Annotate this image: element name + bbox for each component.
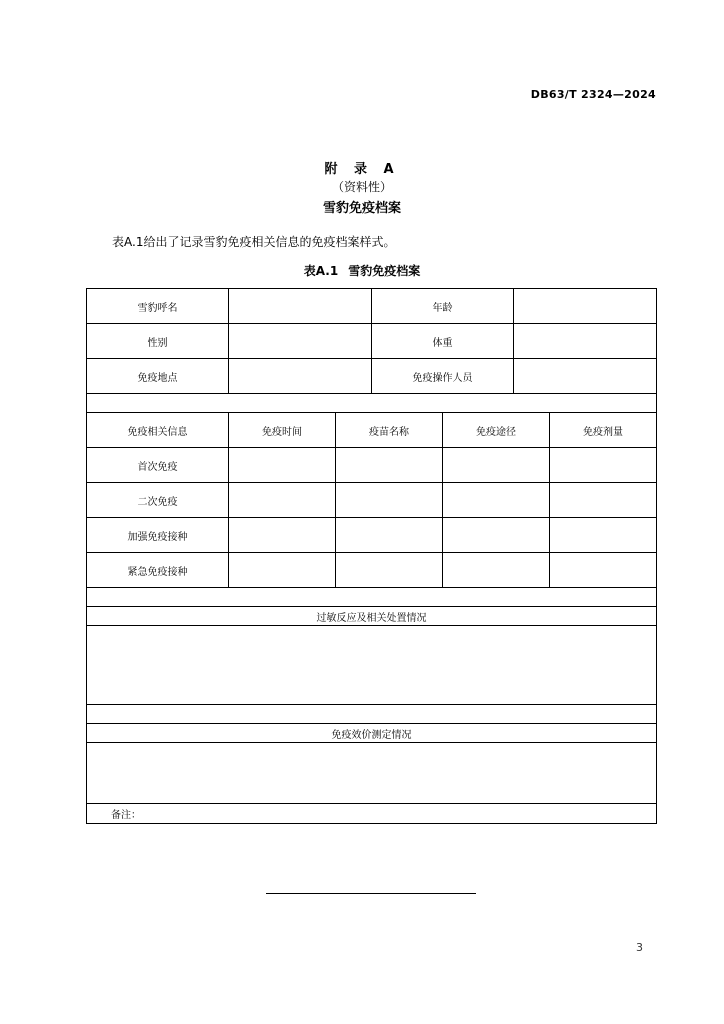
table-row [87,553,657,588]
label-age: 年龄 [372,289,514,324]
intro-paragraph: 表A.1给出了记录雪豹免疫相关信息的免疫档案样式。 [112,235,396,249]
standard-code: DB63/T 2324—2024 [530,88,656,101]
value-operator [514,359,657,394]
spacer-row [87,394,657,413]
table-caption [0,262,724,279]
cell-time [229,553,336,588]
spacer-row [87,588,657,607]
spacer-cell [87,705,657,724]
appendix-name: 雪豹免疫档案 [322,201,401,216]
efficacy-section-title: 免疫效价测定情况 [87,724,657,743]
spacer-cell [87,588,657,607]
allergy-section-title: 过敏反应及相关处置情况 [87,607,657,626]
efficacy-section-header-row [87,724,657,743]
cell-route [443,483,550,518]
cell-vaccine [336,518,443,553]
end-rule [266,893,476,894]
row-label-first: 首次免疫 [87,448,229,483]
header-vaccine-name: 疫苗名称 [336,413,443,448]
table-row [87,448,657,483]
label-weight: 体重 [372,324,514,359]
allergy-section-body-row [87,626,657,705]
label-common-name: 雪豹呼名 [87,289,229,324]
efficacy-section-body-row [87,743,657,804]
cell-dose [550,553,657,588]
table-row [87,518,657,553]
label-operator: 免疫操作人员 [372,359,514,394]
label-sex: 性别 [87,324,229,359]
allergy-section-body [87,626,657,705]
header-dose: 免疫剂量 [550,413,657,448]
header-route: 免疫途径 [443,413,550,448]
immunization-record-table [86,288,657,824]
header-time: 免疫时间 [229,413,336,448]
value-site [229,359,372,394]
spacer-cell [87,394,657,413]
table-row [87,289,657,324]
remark-cell: 备注： [87,804,657,824]
row-label-booster: 加强免疫接种 [87,518,229,553]
value-common-name [229,289,372,324]
label-site: 免疫地点 [87,359,229,394]
value-weight [514,324,657,359]
remark-row [87,804,657,824]
cell-route [443,553,550,588]
value-sex [229,324,372,359]
cell-time [229,483,336,518]
page-number: 3 [636,941,643,954]
table-row [87,324,657,359]
cell-dose [550,518,657,553]
table-row [87,483,657,518]
cell-vaccine [336,483,443,518]
efficacy-section-body [87,743,657,804]
cell-dose [550,448,657,483]
allergy-section-header-row [87,607,657,626]
cell-route [443,448,550,483]
cell-vaccine [336,448,443,483]
cell-route [443,518,550,553]
cell-vaccine [336,553,443,588]
cell-time [229,448,336,483]
cell-time [229,518,336,553]
table-caption-title: 雪豹免疫档案 [348,264,421,278]
row-label-emergency: 紧急免疫接种 [87,553,229,588]
appendix-nature: （资料性） [331,180,392,194]
vaccination-header-row [87,413,657,448]
value-age [514,289,657,324]
cell-dose [550,483,657,518]
spacer-row [87,705,657,724]
table-row [87,359,657,394]
header-related-info: 免疫相关信息 [87,413,229,448]
appendix-title: 附 录 A [324,162,400,177]
table-caption-number: 表A.1 [303,264,339,278]
row-label-second: 二次免疫 [87,483,229,518]
